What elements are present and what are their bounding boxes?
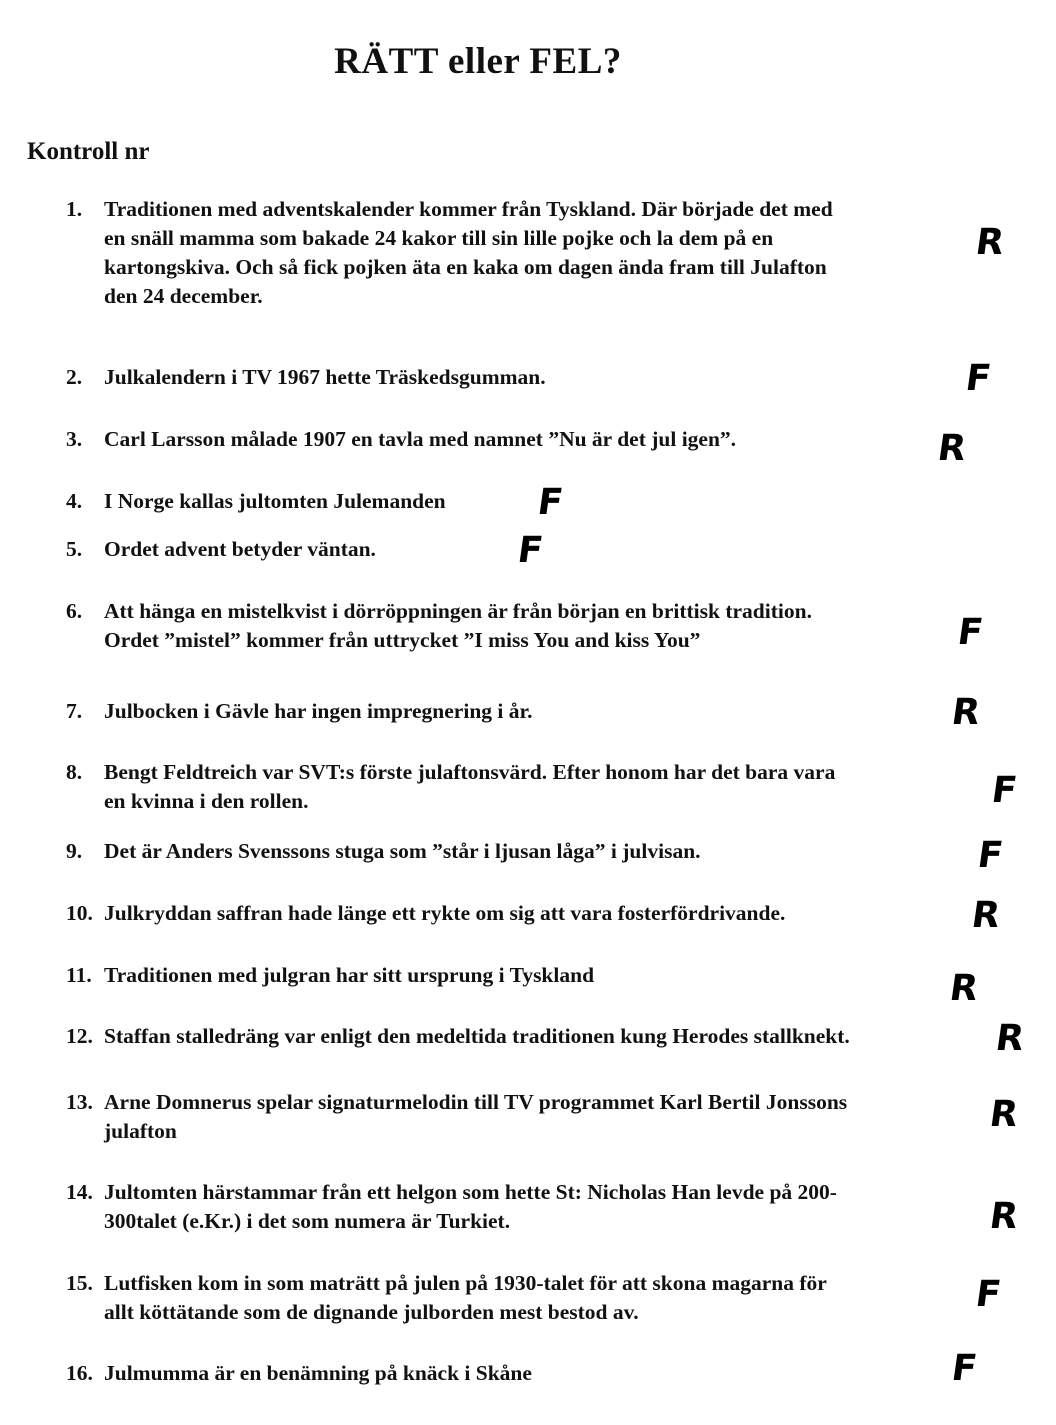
question-text [104,1088,847,1146]
question-line: julafton [104,1119,177,1143]
handwritten-answer: R [947,968,981,1009]
question-text [104,597,812,655]
question-line: en kvinna i den rollen. [104,789,309,813]
handwritten-answer: F [989,770,1020,811]
question-line: Bengt Feldtreich var SVT:s förste julaftonsvärd. Efter honom har det bara vara [104,760,836,784]
question-line: Arne Domnerus spelar signaturmelodin till TV programmet Karl Bertil Jonssons [104,1090,848,1114]
question-line: Julmumma är en benämning på knäck i Skåne [104,1361,532,1385]
question-line: Ordet advent betyder väntan. [104,537,376,561]
handwritten-answer: R [993,1018,1027,1059]
question-text [104,837,701,866]
handwritten-answer: R [987,1094,1021,1135]
question-number: 1. [66,197,83,221]
handwritten-answer: F [973,1274,1004,1315]
question-line: Julkryddan saffran hade länge ett rykte om sig att vara fosterfördrivande. [104,901,786,925]
question-number: 2. [66,365,83,389]
handwritten-answer: F [515,530,546,571]
question-line: en snäll mamma som bakade 24 kakor till sin lille pojke och la dem på en [104,226,774,250]
handwritten-answer: F [975,835,1006,876]
question-line: Det är Anders Svenssons stuga som ”står i ljusan låga” i julvisan. [104,839,701,863]
question-line: Jultomten härstammar från ett helgon som hette St: Nicholas Han levde på 200- [104,1180,837,1204]
question-number: 15. [66,1271,93,1295]
question-line: Traditionen med julgran har sitt ursprung i Tyskland [104,963,595,987]
handwritten-answer: F [955,612,986,653]
question-line: Staffan stalledräng var enligt den medeltida traditionen kung Herodes stallknekt. [104,1024,850,1048]
handwritten-answer: R [935,428,969,469]
question-number: 10. [66,901,93,925]
handwritten-answer: R [987,1196,1021,1237]
question-text [104,758,835,816]
question-line: I Norge kallas jultomten Julemanden [104,489,446,513]
question-number: 12. [66,1024,93,1048]
question-text [104,535,376,564]
question-text [104,697,532,726]
handwritten-answer: R [949,692,983,733]
question-line: allt köttätande som de dignande julborden mest bestod av. [104,1300,639,1324]
question-line: kartongskiva. Och så fick pojken äta en kaka om dagen ända fram till Julafton [104,255,827,279]
question-text [104,1359,532,1388]
question-number: 13. [66,1090,93,1114]
question-line: Lutfisken kom in som maträtt på julen på 1930-talet för att skona magarna för [104,1271,827,1295]
question-text [104,425,736,454]
question-text [104,1269,827,1327]
question-line: Ordet ”mistel” kommer från uttrycket ”I miss You and kiss You” [104,628,701,652]
question-number: 11. [66,963,92,987]
question-line: Carl Larsson målade 1907 en tavla med namnet ”Nu är det jul igen”. [104,427,737,451]
question-text [104,195,833,311]
question-line: Att hänga en mistelkvist i dörröppningen är från början en brittisk tradition. [104,599,812,623]
question-line: Traditionen med adventskalender kommer från Tyskland. Där började det med [104,197,833,221]
question-line: den 24 december. [104,284,263,308]
question-text [104,961,594,990]
question-line: Julkalendern i TV 1967 hette Träskedsgumman. [104,365,546,389]
handwritten-answer: R [973,222,1007,263]
question-number: 6. [66,599,83,623]
question-text [104,487,446,516]
question-number: 5. [66,537,83,561]
question-line: 300talet (e.Kr.) i det som numera är Turkiet. [104,1209,511,1233]
question-number: 3. [66,427,83,451]
question-number: 7. [66,699,83,723]
question-text [104,899,785,928]
handwritten-answer: R [969,895,1003,936]
question-text [104,1022,850,1051]
question-text [104,363,546,392]
handwritten-answer: F [963,358,994,399]
control-number-label: Kontroll nr [27,138,150,165]
question-number: 4. [66,489,83,513]
handwritten-answer: F [535,482,566,523]
handwritten-answer: F [949,1348,980,1389]
page-title: RÄTT eller FEL? [334,41,622,82]
question-number: 9. [66,839,83,863]
question-number: 8. [66,760,83,784]
question-number: 16. [66,1361,93,1385]
question-text [104,1178,837,1236]
question-line: Julbocken i Gävle har ingen impregnering i år. [104,699,533,723]
question-number: 14. [66,1180,93,1204]
